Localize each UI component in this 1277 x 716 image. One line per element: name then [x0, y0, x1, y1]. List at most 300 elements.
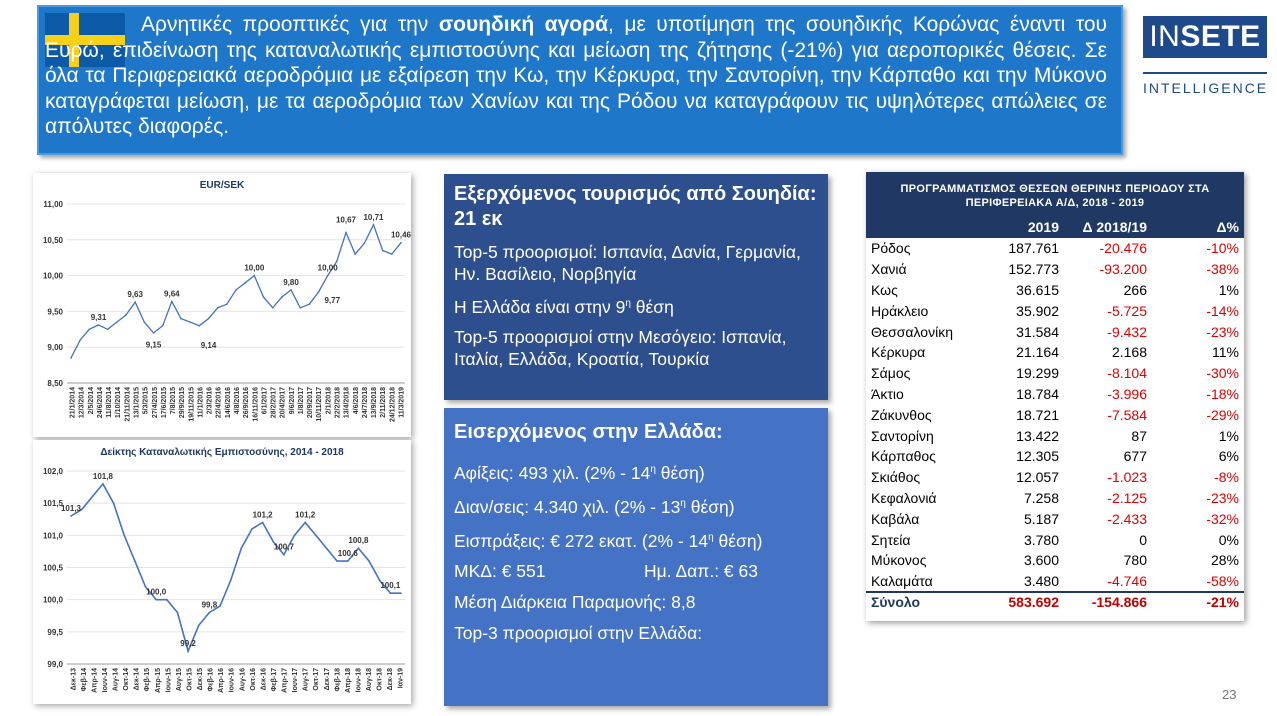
seats-delta: -4.746: [1107, 572, 1147, 589]
data-point: [217, 307, 219, 309]
x-tick-label: 7/8/2015: [170, 387, 178, 415]
seats-2019: 35.902: [1016, 302, 1059, 319]
airport-name: Σητεία: [871, 531, 911, 548]
x-tick-label: 6/1/2017: [261, 387, 269, 415]
data-label: 9,14: [200, 341, 217, 351]
inbound-average-stay: Μέση Διάρκεια Παραμονής: 8,8: [454, 592, 696, 613]
data-label: 10,46: [390, 230, 411, 240]
data-point: [134, 560, 136, 562]
seats-delta-pct: 0%: [1218, 531, 1239, 548]
airport-name: Ηράκλειο: [871, 302, 929, 319]
table-row: [866, 238, 1244, 259]
data-point: [336, 560, 338, 562]
x-tick-label: Ιουν-17: [292, 668, 300, 693]
x-tick-label: 4/6/2018: [352, 387, 360, 415]
data-point: [347, 560, 349, 562]
data-point: [102, 483, 104, 485]
seats-2019: 18.784: [1016, 385, 1059, 402]
data-point: [336, 260, 338, 262]
inbound-tourism-panel: [444, 408, 828, 706]
seats-delta: -20.476: [1099, 240, 1147, 257]
airport-name: Άκτιο: [871, 385, 904, 402]
data-point: [244, 282, 246, 284]
x-tick-label: Οκτ-16: [249, 668, 257, 691]
data-label: 101,8: [92, 471, 113, 481]
data-point: [81, 509, 83, 511]
data-point: [134, 301, 136, 303]
airport-name: Σάμος: [871, 365, 911, 382]
y-tick-label: 100,5: [42, 563, 63, 573]
table-row: [866, 259, 1244, 280]
data-point: [318, 291, 320, 293]
x-tick-label: Φεβ-17: [270, 668, 278, 692]
table-row: [866, 571, 1244, 592]
data-point: [153, 332, 155, 334]
data-point: [391, 253, 393, 255]
data-point: [230, 580, 232, 582]
y-tick-label: 101,5: [42, 499, 63, 509]
consumer-confidence-chart-svg: [33, 440, 411, 704]
x-tick-label: Δεκ-15: [197, 668, 205, 691]
outbound-greece-rank: Η Ελλάδα είναι στην $9^\eta$ θέση: [454, 296, 674, 317]
seats-delta-pct: 1%: [1218, 427, 1239, 444]
data-point: [368, 560, 370, 562]
seats-2019: 3.480: [1023, 572, 1059, 589]
outbound-tourism-panel: [444, 174, 828, 400]
outbound-mediterranean: Top-5 προορισμοί στην Μεσόγειο: Ισπανία, Ιταλία, Ελλάδα, Κροατία, Τουρκία: [454, 326, 787, 369]
series-line: [71, 225, 401, 358]
data-label: 100,1: [380, 581, 401, 591]
data-label: 100,8: [348, 536, 369, 546]
inbound-mkd: ΜΚΔ: € 551: [454, 561, 546, 582]
airport-name: Ζάκυνθος: [871, 406, 932, 423]
seats-2019: 36.615: [1016, 281, 1059, 298]
airport-name: Σύνολο: [866, 592, 985, 613]
headline-emphasis: σουηδική αγορά: [438, 13, 608, 36]
data-label: 100,7: [273, 542, 294, 552]
data-point: [180, 318, 182, 320]
x-tick-label: 27/4/2015: [151, 387, 159, 419]
data-point: [241, 547, 243, 549]
data-label: 99,2: [180, 639, 196, 649]
table-row: [866, 384, 1244, 405]
data-point: [315, 535, 317, 537]
airport-name: Χανιά: [871, 261, 907, 278]
data-point: [219, 605, 221, 607]
seats-2019: 31.584: [1016, 323, 1059, 340]
seats-2019: 13.422: [1016, 427, 1059, 444]
seats-delta: 2.168: [1111, 344, 1147, 361]
x-tick-label: Οκτ-18: [376, 668, 384, 691]
headline-part-1: Αρνητικές προοπτικές για την: [141, 13, 439, 36]
seats-2019: 5.187: [1023, 510, 1059, 527]
data-point: [187, 650, 189, 652]
data-label: 10,67: [335, 215, 357, 225]
data-point: [294, 535, 296, 537]
seats-delta: -9.432: [1107, 323, 1147, 340]
data-point: [155, 599, 157, 601]
airport-name: Καβάλα: [871, 510, 920, 527]
airport-name: Μύκονος: [871, 552, 927, 569]
x-tick-label: 13/1/2015: [133, 387, 141, 419]
outbound-title: Εξερχόμενος τουρισμός από Σουηδία: 21 εκ: [454, 183, 817, 230]
data-point: [309, 303, 311, 305]
x-tick-label: 9/6/2017: [288, 387, 296, 415]
data-point: [262, 522, 264, 524]
data-point: [281, 296, 283, 298]
seats-delta: -7.584: [1107, 406, 1147, 423]
page-number: 23: [1222, 687, 1237, 702]
seats-2019: 18.721: [1016, 406, 1059, 423]
data-point: [98, 324, 100, 326]
inbound-nights: Διαν/σεις: 4.340 χιλ. ($2\% - 13^\eta$ θέση): [454, 496, 735, 517]
x-tick-label: 2/3/2016: [206, 387, 214, 415]
data-label: 9,63: [127, 290, 143, 300]
x-tick-label: 24/12/2018: [389, 387, 397, 423]
table-row: [866, 342, 1244, 363]
data-label: 9,77: [324, 296, 341, 306]
y-tick-label: 102,0: [42, 467, 63, 476]
x-tick-label: 19/11/2015: [188, 387, 196, 422]
header-2019: 2019: [985, 216, 1064, 238]
seats-delta: 677: [1123, 448, 1147, 465]
seats-delta-pct: -23%: [1206, 489, 1239, 506]
x-tick-label: Οκτ-15: [186, 668, 194, 691]
data-point: [400, 592, 402, 594]
seat-table: [866, 216, 1244, 612]
x-tick-label: 1/10/2014: [115, 387, 123, 419]
x-tick-label: Αυγ-14: [112, 668, 120, 692]
data-point: [382, 250, 384, 252]
data-point: [235, 289, 237, 291]
x-tick-label: 22/4/2016: [215, 387, 223, 419]
seats-2019: 7.258: [1023, 489, 1059, 506]
data-point: [345, 232, 347, 234]
data-label: 101,2: [295, 510, 316, 520]
headline-text: [45, 12, 1107, 140]
x-tick-label: 12/3/2014: [78, 387, 86, 419]
data-label: 9,31: [90, 313, 107, 323]
data-point: [70, 515, 72, 517]
data-label: 100,6: [337, 549, 358, 559]
x-tick-label: Φεβ-14: [80, 668, 88, 692]
x-tick-label: Απρ-15: [154, 668, 162, 693]
logo-sete: SETE: [1180, 20, 1261, 53]
x-tick-label: 29/9/2015: [179, 387, 187, 419]
seats-2019: 3.780: [1023, 531, 1059, 548]
seats-delta-pct: -38%: [1206, 261, 1239, 278]
seats-delta: -154.866: [1064, 592, 1152, 613]
outbound-top5: Top-5 προορισμοί: Ισπανία, Δανία, Γερμανία, Ην. Βασίλειο, Νορβηγία: [454, 242, 801, 284]
x-tick-label: Ιουν-16: [228, 668, 236, 693]
seats-2019: 12.305: [1016, 448, 1059, 465]
table-row: [866, 550, 1244, 571]
seats-delta-pct: -8%: [1214, 469, 1239, 486]
seats-delta-pct: -14%: [1206, 302, 1239, 319]
x-tick-label: Απρ-18: [344, 668, 352, 693]
seats-2019: 583.692: [985, 592, 1064, 613]
seats-delta-pct: -29%: [1206, 406, 1239, 423]
inbound-top3: Top-3 προορισμοί στην Ελλάδα:: [454, 623, 703, 644]
seats-delta-pct: -32%: [1206, 510, 1239, 527]
seats-delta: -93.200: [1099, 261, 1147, 278]
x-tick-label: 5/3/2015: [142, 387, 150, 415]
data-point: [177, 612, 179, 614]
headline-banner: [37, 5, 1123, 155]
seats-delta: 0: [1139, 531, 1147, 548]
x-tick-label: Ιουν-15: [165, 668, 173, 693]
data-point: [226, 303, 228, 305]
table-row: [866, 404, 1244, 425]
data-point: [304, 522, 306, 524]
data-label: 101,2: [252, 510, 273, 520]
seats-delta: -1.023: [1107, 469, 1147, 486]
seats-2019: 187.761: [1008, 240, 1059, 257]
x-tick-label: Απρ-14: [91, 668, 99, 693]
y-tick-label: 99,0: [47, 660, 63, 669]
table-row: [866, 488, 1244, 509]
x-tick-label: 2/5/2014: [87, 387, 95, 415]
x-tick-label: 26/9/2016: [243, 387, 251, 419]
data-point: [91, 496, 93, 498]
seats-delta-pct: -10%: [1206, 240, 1239, 257]
seats-delta-pct: -21%: [1152, 592, 1244, 613]
y-tick-label: 99,5: [47, 627, 63, 637]
seats-2019: 152.773: [1008, 261, 1059, 278]
x-tick-label: Οκτ-17: [313, 668, 321, 691]
table-title: ΠΡΟΓΡΑΜΜΑΤΙΣΜΟΣ ΘΕΣΕΩΝ ΘΕΡΙΝΗΣ ΠΕΡΙΟΔΟΥ ΣΤΑ ΠΕΡΙΦΕΡΕΙΑΚΑ Α/Δ, 2018 - 2019: [866, 172, 1244, 216]
x-tick-label: Αυγ-17: [302, 668, 310, 692]
table-row: [866, 467, 1244, 488]
data-point: [272, 307, 274, 309]
x-tick-label: 2/11/2018: [380, 387, 388, 418]
y-tick-label: 11,00: [43, 200, 63, 209]
airport-name: Σαντορίνη: [871, 427, 934, 444]
x-tick-label: 11/1/2016: [197, 387, 205, 418]
x-tick-label: Ιουν-18: [355, 668, 363, 693]
data-point: [116, 321, 118, 323]
seats-delta: -8.104: [1107, 365, 1147, 382]
airport-name: Θεσσαλονίκη: [871, 323, 953, 340]
logo-subtitle: INTELLIGENCE: [1143, 80, 1269, 96]
data-point: [171, 301, 173, 303]
inbound-spending: [454, 560, 818, 582]
data-point: [290, 289, 292, 291]
x-tick-label: 13/9/2018: [371, 387, 379, 419]
data-point: [113, 502, 115, 504]
x-tick-label: 1/8/2017: [297, 387, 305, 415]
data-point: [400, 242, 402, 244]
seats-delta: -3.996: [1107, 385, 1147, 402]
data-point: [364, 243, 366, 245]
data-label: 10,71: [363, 212, 384, 222]
seats-delta-pct: -58%: [1206, 572, 1239, 589]
table-header-row: [866, 216, 1244, 238]
data-point: [189, 321, 191, 323]
y-tick-label: 9,00: [47, 343, 63, 353]
data-label: 99,8: [201, 600, 218, 610]
seats-delta: -5.725: [1107, 302, 1147, 319]
x-tick-label: Φεβ-15: [144, 668, 152, 692]
y-tick-label: 10,00: [42, 271, 63, 281]
x-tick-label: 4/8/2016: [234, 387, 241, 415]
x-tick-label: Αυγ-15: [175, 668, 183, 692]
data-point: [199, 325, 201, 327]
chart-title: EUR/SEK: [199, 180, 245, 191]
x-tick-label: Ιουν-14: [101, 668, 109, 693]
table-row: [866, 529, 1244, 550]
inbound-arrivals: Αφίξεις: 493 χιλ. ($2\% - 14^\eta$ θέση): [454, 462, 705, 483]
seats-delta: -2.125: [1107, 489, 1147, 506]
data-point: [354, 253, 356, 255]
data-point: [70, 357, 72, 359]
seats-2019: 3.600: [1023, 552, 1059, 569]
airport-name: Κεφαλονιά: [871, 489, 937, 506]
table-row: [866, 321, 1244, 342]
x-tick-label: 10/11/2017: [316, 387, 324, 422]
seats-delta: 87: [1131, 427, 1147, 444]
data-label: 101,3: [60, 504, 82, 514]
table-row: [866, 363, 1244, 384]
x-tick-label: Φεβ-16: [207, 668, 215, 692]
x-tick-label: 24/6/2014: [96, 387, 104, 419]
data-point: [89, 329, 91, 331]
data-point: [208, 318, 210, 320]
x-tick-label: Αυγ-18: [366, 668, 374, 692]
insete-logo: [1143, 16, 1267, 104]
table-row: [866, 425, 1244, 446]
data-point: [251, 528, 253, 530]
table-row: [866, 300, 1244, 321]
data-point: [326, 547, 328, 549]
logo-in: IN: [1149, 20, 1181, 53]
x-tick-label: Δεκ-18: [387, 668, 395, 691]
data-point: [125, 314, 127, 316]
seats-2019: 19.299: [1016, 365, 1059, 382]
inbound-daily-spend: Ημ. Δαπ.: € 63: [643, 561, 758, 582]
seats-delta-pct: 6%: [1218, 448, 1239, 465]
data-label: 9,15: [145, 340, 162, 350]
y-tick-label: 8,50: [47, 379, 63, 388]
data-label: 100,0: [146, 587, 167, 597]
x-tick-label: 28/2/2017: [270, 387, 278, 419]
x-tick-label: 17/6/2015: [160, 387, 168, 419]
header-delta: Δ 2018/19: [1064, 216, 1152, 238]
data-point: [79, 339, 81, 341]
x-tick-label: 13/4/2018: [343, 387, 351, 419]
x-tick-label: 20/9/2017: [307, 387, 315, 419]
seats-delta: -2.433: [1107, 510, 1147, 527]
x-tick-label: 24/7/2018: [361, 387, 369, 419]
y-tick-label: 10,50: [42, 235, 63, 245]
x-tick-label: Δεκ-13: [70, 668, 78, 691]
data-point: [123, 535, 125, 537]
data-point: [144, 321, 146, 323]
table-row: [866, 446, 1244, 467]
y-tick-label: 9,50: [47, 307, 63, 317]
x-tick-label: 22/2/2018: [334, 387, 342, 419]
seats-delta-pct: -18%: [1206, 385, 1239, 402]
airport-name: Καλαμάτα: [871, 572, 933, 589]
x-tick-label: Ιαν-19: [397, 668, 405, 689]
seats-delta-pct: 11%: [1212, 344, 1239, 361]
data-point: [373, 224, 375, 226]
x-tick-label: Δεκ-17: [323, 668, 331, 691]
y-tick-label: 100,0: [42, 595, 63, 605]
x-tick-label: 11/3/2019: [398, 387, 406, 418]
chart-title: Δείκτης Καταναλωτικής Εμπιστοσύνης, 2014 - 2018: [100, 447, 344, 458]
data-point: [358, 547, 360, 549]
consumer-confidence-chart: [33, 440, 411, 704]
y-tick-label: 101,0: [42, 531, 63, 541]
data-label: 10,00: [244, 263, 265, 273]
data-point: [107, 329, 109, 331]
x-tick-label: 2/1/2018: [325, 387, 333, 415]
airport-name: Κως: [871, 281, 898, 298]
x-tick-label: Δεκ-16: [260, 668, 268, 691]
x-tick-label: Οκτ-14: [123, 668, 131, 691]
data-point: [283, 554, 285, 556]
x-tick-label: 16/11/2016: [252, 387, 260, 422]
inbound-title: Εισερχόμενος στην Ελλάδα:: [454, 421, 723, 443]
x-tick-label: Αυγ-16: [239, 668, 247, 692]
seats-2019: 12.057: [1016, 469, 1059, 486]
data-point: [162, 325, 164, 327]
x-tick-label: Φεβ-18: [334, 668, 342, 692]
x-tick-label: 21/11/2014: [124, 387, 132, 422]
data-point: [166, 599, 168, 601]
header-delta-pct: Δ%: [1152, 216, 1244, 238]
airport-name: Κάρπαθος: [871, 448, 936, 465]
data-label: 9,80: [283, 277, 299, 287]
data-label: 10,00: [317, 263, 338, 273]
seats-delta: 780: [1123, 552, 1147, 569]
seats-2019: 21.164: [1016, 344, 1059, 361]
table-row: [866, 508, 1244, 529]
table-total-row: [866, 592, 1244, 613]
airport-name: Κέρκυρα: [871, 344, 926, 361]
x-tick-label: Απρ-17: [281, 668, 289, 693]
airport-name: Σκιάθος: [871, 469, 921, 486]
x-tick-label: 21/1/2014: [69, 387, 77, 419]
x-tick-label: Απρ-16: [218, 668, 226, 693]
data-point: [299, 307, 301, 309]
seats-delta-pct: 1%: [1218, 281, 1239, 298]
x-tick-label: 14/6/2016: [224, 387, 232, 419]
seats-delta-pct: -23%: [1206, 323, 1239, 340]
data-point: [263, 296, 265, 298]
airport-name: Ρόδος: [871, 240, 911, 257]
x-tick-label: 20/4/2017: [279, 387, 287, 419]
seats-delta: 266: [1123, 281, 1147, 298]
seats-delta-pct: -30%: [1206, 365, 1239, 382]
x-tick-label: Δεκ-14: [133, 668, 141, 691]
data-point: [390, 592, 392, 594]
data-point: [254, 275, 256, 277]
eur-sek-chart: [33, 173, 411, 437]
seats-delta-pct: 28%: [1210, 552, 1239, 569]
inbound-receipts: Εισπράξεις: € 272 εκατ. ($2\% - 14^\eta$ θέση): [454, 530, 763, 551]
data-point: [209, 612, 211, 614]
table-row: [866, 280, 1244, 301]
eur-sek-chart-svg: [33, 173, 411, 437]
data-point: [327, 275, 329, 277]
x-tick-label: 11/8/2014: [106, 387, 114, 418]
data-point: [198, 625, 200, 627]
seat-capacity-table: [866, 172, 1244, 621]
headline-part-2: , με υποτίμηση της σουηδικής Κορώνας έναντι του Ευρώ, επιδείνωση της καταναλωτικής εμπιστοσύνης και μείωση της ζήτησης (-21%) για αεροπορικές θέσεις. Σε όλα τα Περιφερειακά αεροδρόμια με εξαίρεση την Κω, την Κέρκυρα, την Σαντορίνη, την Κάρπαθο και την Μύκονο καταγράφεται μείωση, με τα αεροδρόμια των Χανίων και της Ρόδου να καταγράφουν τις υψηλότερες απώλειες σε απόλυτες διαφορές.: [45, 13, 1107, 138]
data-label: 9,64: [164, 289, 180, 299]
